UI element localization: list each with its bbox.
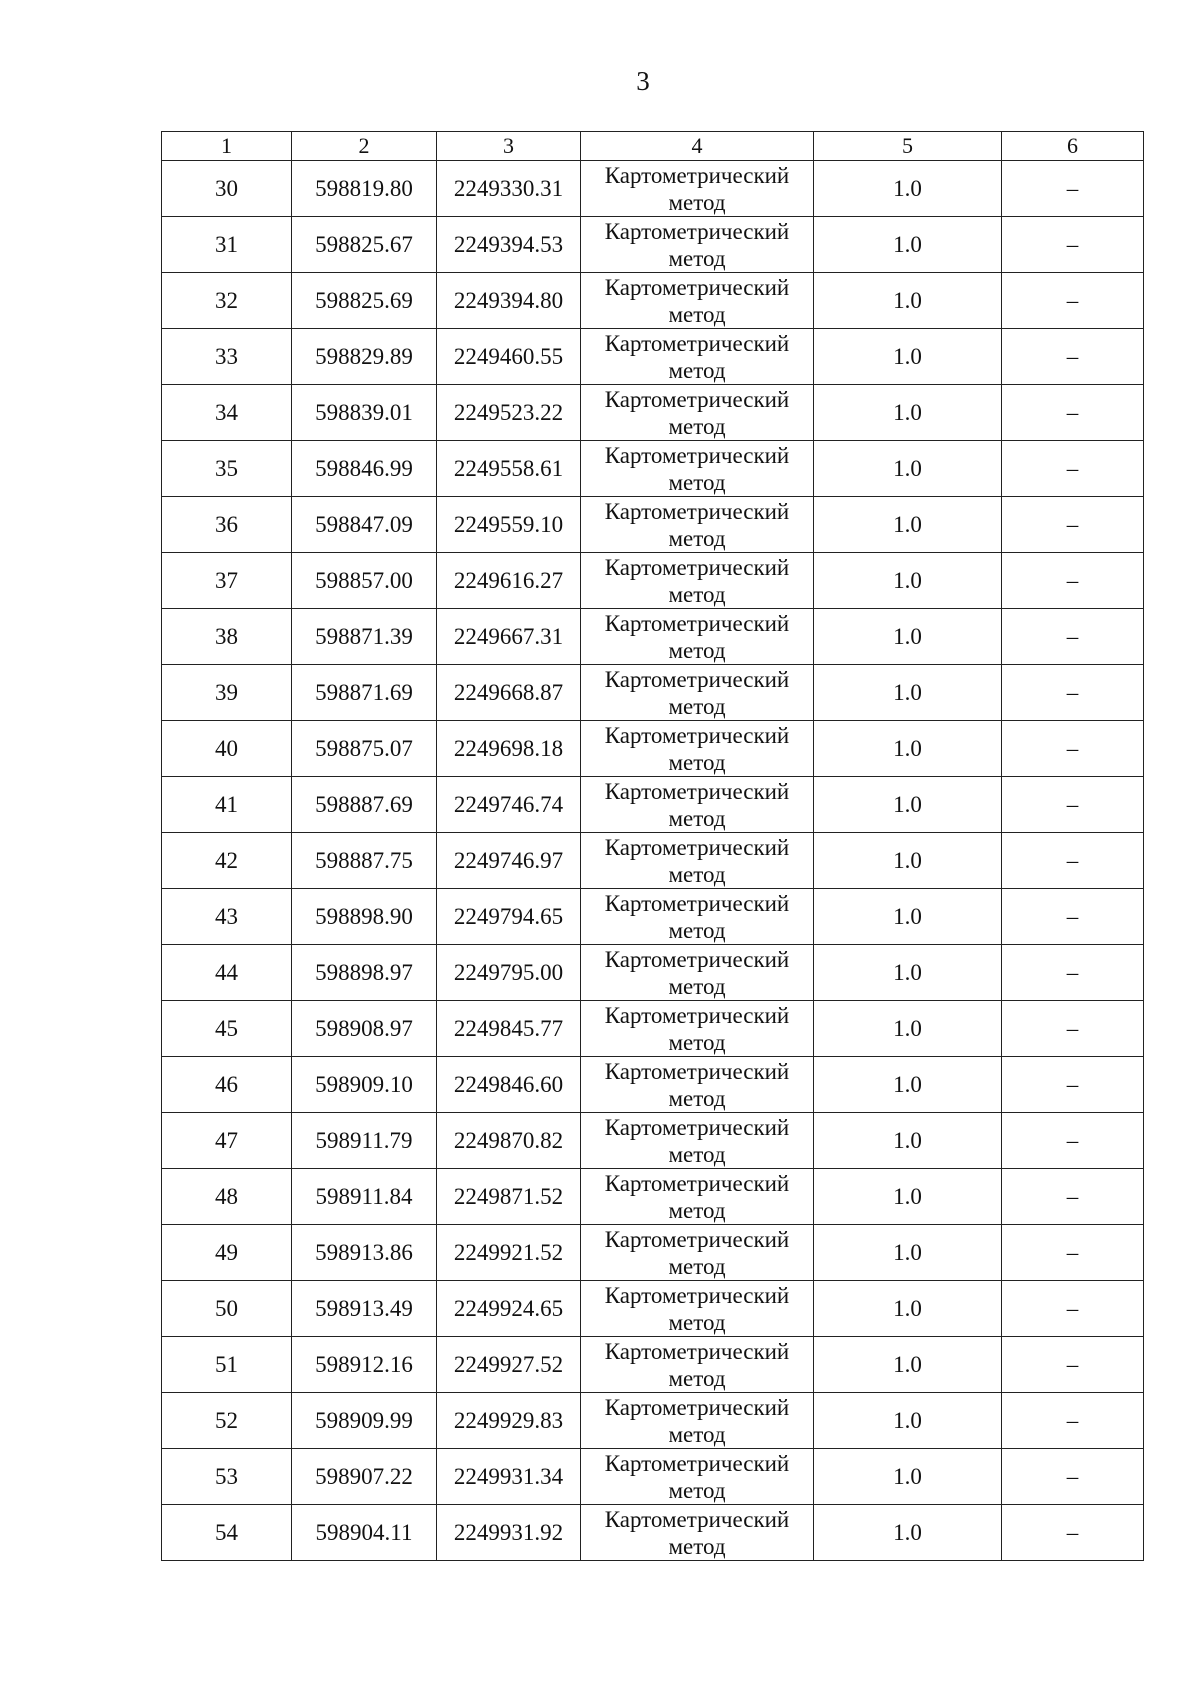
point-number-cell: 35: [162, 441, 292, 497]
method-cell: [581, 1225, 814, 1281]
note-cell: –: [1002, 609, 1144, 665]
method-cell: [581, 945, 814, 1001]
method-text-line-2: метод: [668, 861, 726, 887]
precision-cell: 1.0: [814, 1281, 1002, 1337]
note-cell: –: [1002, 833, 1144, 889]
table-row: [162, 441, 1144, 497]
note-cell: –: [1002, 329, 1144, 385]
note-cell: –: [1002, 1113, 1144, 1169]
y-coordinate-cell: 2249616.27: [437, 553, 581, 609]
method-text-line-2: метод: [668, 1029, 726, 1055]
point-number-cell: 32: [162, 273, 292, 329]
y-coordinate-cell: 2249558.61: [437, 441, 581, 497]
precision-cell: 1.0: [814, 1393, 1002, 1449]
point-number-cell: 54: [162, 1505, 292, 1561]
method-cell: [581, 329, 814, 385]
point-number-cell: 44: [162, 945, 292, 1001]
note-cell: –: [1002, 777, 1144, 833]
x-coordinate-cell: 598913.49: [292, 1281, 437, 1337]
y-coordinate-cell: 2249931.92: [437, 1505, 581, 1561]
method-text-line-2: метод: [668, 469, 726, 495]
method-text-line-2: метод: [668, 1253, 726, 1279]
y-coordinate-cell: 2249845.77: [437, 1001, 581, 1057]
method-text-line-2: метод: [668, 1421, 726, 1447]
note-cell: –: [1002, 945, 1144, 1001]
x-coordinate-cell: 598913.86: [292, 1225, 437, 1281]
precision-cell: 1.0: [814, 553, 1002, 609]
point-number-cell: 41: [162, 777, 292, 833]
point-number-cell: 40: [162, 721, 292, 777]
precision-cell: 1.0: [814, 497, 1002, 553]
point-number-cell: 39: [162, 665, 292, 721]
method-cell: [581, 1281, 814, 1337]
precision-cell: 1.0: [814, 889, 1002, 945]
method-text-line-1: Картометрический: [604, 386, 790, 412]
y-coordinate-cell: 2249394.53: [437, 217, 581, 273]
precision-cell: 1.0: [814, 1449, 1002, 1505]
x-coordinate-cell: 598908.97: [292, 1001, 437, 1057]
table-row: [162, 889, 1144, 945]
y-coordinate-cell: 2249667.31: [437, 609, 581, 665]
method-text-line-2: метод: [668, 581, 726, 607]
table-row: [162, 1281, 1144, 1337]
method-cell: [581, 833, 814, 889]
note-cell: –: [1002, 273, 1144, 329]
method-cell: [581, 1113, 814, 1169]
method-cell: [581, 553, 814, 609]
table-row: [162, 385, 1144, 441]
method-text-line-2: метод: [668, 1141, 726, 1167]
point-number-cell: 30: [162, 161, 292, 217]
y-coordinate-cell: 2249921.52: [437, 1225, 581, 1281]
note-cell: –: [1002, 665, 1144, 721]
method-text-line-1: Картометрический: [604, 218, 790, 244]
table-header-row: [162, 132, 1144, 161]
note-cell: –: [1002, 1449, 1144, 1505]
method-text-line-1: Картометрический: [604, 1338, 790, 1364]
method-cell: [581, 889, 814, 945]
table-row: [162, 553, 1144, 609]
point-number-cell: 45: [162, 1001, 292, 1057]
x-coordinate-cell: 598819.80: [292, 161, 437, 217]
method-cell: [581, 609, 814, 665]
note-cell: –: [1002, 1281, 1144, 1337]
method-text-line-2: метод: [668, 805, 726, 831]
precision-cell: 1.0: [814, 1505, 1002, 1561]
method-text-line-1: Картометрический: [604, 1506, 790, 1532]
table-row: [162, 833, 1144, 889]
x-coordinate-cell: 598875.07: [292, 721, 437, 777]
method-text-line-1: Картометрический: [604, 890, 790, 916]
precision-cell: 1.0: [814, 609, 1002, 665]
point-number-cell: 49: [162, 1225, 292, 1281]
note-cell: –: [1002, 553, 1144, 609]
method-text-line-2: метод: [668, 245, 726, 271]
note-cell: –: [1002, 161, 1144, 217]
y-coordinate-cell: 2249394.80: [437, 273, 581, 329]
y-coordinate-cell: 2249931.34: [437, 1449, 581, 1505]
column-header: 3: [437, 132, 581, 161]
method-text-line-1: Картометрический: [604, 1114, 790, 1140]
x-coordinate-cell: 598825.67: [292, 217, 437, 273]
method-text-line-1: Картометрический: [604, 1002, 790, 1028]
point-number-cell: 52: [162, 1393, 292, 1449]
y-coordinate-cell: 2249523.22: [437, 385, 581, 441]
precision-cell: 1.0: [814, 217, 1002, 273]
precision-cell: 1.0: [814, 721, 1002, 777]
method-cell: [581, 497, 814, 553]
method-text-line-2: метод: [668, 301, 726, 327]
method-text-line-1: Картометрический: [604, 1226, 790, 1252]
method-cell: [581, 665, 814, 721]
x-coordinate-cell: 598871.39: [292, 609, 437, 665]
precision-cell: 1.0: [814, 441, 1002, 497]
method-text-line-1: Картометрический: [604, 946, 790, 972]
note-cell: –: [1002, 1225, 1144, 1281]
table-row: [162, 665, 1144, 721]
method-text-line-1: Картометрический: [604, 1170, 790, 1196]
method-cell: [581, 1337, 814, 1393]
table-row: [162, 1505, 1144, 1561]
y-coordinate-cell: 2249460.55: [437, 329, 581, 385]
table-row: [162, 161, 1144, 217]
point-number-cell: 48: [162, 1169, 292, 1225]
table-row: [162, 609, 1144, 665]
method-cell: [581, 721, 814, 777]
table-row: [162, 273, 1144, 329]
table-row: [162, 1057, 1144, 1113]
method-cell: [581, 161, 814, 217]
point-number-cell: 38: [162, 609, 292, 665]
table-row: [162, 1337, 1144, 1393]
method-text-line-2: метод: [668, 189, 726, 215]
point-number-cell: 46: [162, 1057, 292, 1113]
y-coordinate-cell: 2249746.97: [437, 833, 581, 889]
note-cell: –: [1002, 889, 1144, 945]
method-cell: [581, 1505, 814, 1561]
method-text-line-1: Картометрический: [604, 722, 790, 748]
method-text-line-2: метод: [668, 1085, 726, 1111]
note-cell: –: [1002, 1337, 1144, 1393]
point-number-cell: 43: [162, 889, 292, 945]
y-coordinate-cell: 2249795.00: [437, 945, 581, 1001]
method-text-line-1: Картометрический: [604, 1282, 790, 1308]
note-cell: –: [1002, 217, 1144, 273]
table-row: [162, 945, 1144, 1001]
method-text-line-2: метод: [668, 1477, 726, 1503]
column-header: 6: [1002, 132, 1144, 161]
method-cell: [581, 217, 814, 273]
x-coordinate-cell: 598871.69: [292, 665, 437, 721]
point-number-cell: 31: [162, 217, 292, 273]
method-text-line-1: Картометрический: [604, 610, 790, 636]
x-coordinate-cell: 598911.79: [292, 1113, 437, 1169]
method-cell: [581, 385, 814, 441]
method-text-line-2: метод: [668, 1533, 726, 1559]
table-row: [162, 497, 1144, 553]
table-body: [162, 161, 1144, 1561]
method-text-line-1: Картометрический: [604, 778, 790, 804]
method-text-line-1: Картометрический: [604, 1058, 790, 1084]
method-cell: [581, 1001, 814, 1057]
y-coordinate-cell: 2249846.60: [437, 1057, 581, 1113]
x-coordinate-cell: 598847.09: [292, 497, 437, 553]
precision-cell: 1.0: [814, 665, 1002, 721]
table-row: [162, 1225, 1144, 1281]
point-number-cell: 33: [162, 329, 292, 385]
x-coordinate-cell: 598898.97: [292, 945, 437, 1001]
method-text-line-2: метод: [668, 917, 726, 943]
method-text-line-1: Картометрический: [604, 330, 790, 356]
note-cell: –: [1002, 441, 1144, 497]
precision-cell: 1.0: [814, 1337, 1002, 1393]
precision-cell: 1.0: [814, 161, 1002, 217]
x-coordinate-cell: 598909.10: [292, 1057, 437, 1113]
method-text-line-1: Картометрический: [604, 834, 790, 860]
y-coordinate-cell: 2249929.83: [437, 1393, 581, 1449]
method-text-line-1: Картометрический: [604, 1394, 790, 1420]
precision-cell: 1.0: [814, 1225, 1002, 1281]
method-cell: [581, 1169, 814, 1225]
method-text-line-2: метод: [668, 357, 726, 383]
column-header: 5: [814, 132, 1002, 161]
y-coordinate-cell: 2249924.65: [437, 1281, 581, 1337]
table-row: [162, 1449, 1144, 1505]
y-coordinate-cell: 2249870.82: [437, 1113, 581, 1169]
point-number-cell: 53: [162, 1449, 292, 1505]
y-coordinate-cell: 2249871.52: [437, 1169, 581, 1225]
y-coordinate-cell: 2249746.74: [437, 777, 581, 833]
precision-cell: 1.0: [814, 1057, 1002, 1113]
method-cell: [581, 1393, 814, 1449]
column-header: 4: [581, 132, 814, 161]
x-coordinate-cell: 598825.69: [292, 273, 437, 329]
method-text-line-2: метод: [668, 1365, 726, 1391]
point-number-cell: 37: [162, 553, 292, 609]
point-number-cell: 51: [162, 1337, 292, 1393]
point-number-cell: 34: [162, 385, 292, 441]
method-text-line-1: Картометрический: [604, 498, 790, 524]
method-text-line-2: метод: [668, 1197, 726, 1223]
coordinates-table: [161, 131, 1144, 1561]
precision-cell: 1.0: [814, 1113, 1002, 1169]
x-coordinate-cell: 598857.00: [292, 553, 437, 609]
note-cell: –: [1002, 497, 1144, 553]
method-text-line-1: Картометрический: [604, 442, 790, 468]
y-coordinate-cell: 2249559.10: [437, 497, 581, 553]
method-cell: [581, 1449, 814, 1505]
note-cell: –: [1002, 1001, 1144, 1057]
y-coordinate-cell: 2249668.87: [437, 665, 581, 721]
precision-cell: 1.0: [814, 1001, 1002, 1057]
precision-cell: 1.0: [814, 329, 1002, 385]
table-row: [162, 1169, 1144, 1225]
x-coordinate-cell: 598898.90: [292, 889, 437, 945]
point-number-cell: 42: [162, 833, 292, 889]
precision-cell: 1.0: [814, 385, 1002, 441]
table-row: [162, 1393, 1144, 1449]
point-number-cell: 50: [162, 1281, 292, 1337]
precision-cell: 1.0: [814, 833, 1002, 889]
table-row: [162, 329, 1144, 385]
x-coordinate-cell: 598839.01: [292, 385, 437, 441]
point-number-cell: 36: [162, 497, 292, 553]
method-text-line-2: метод: [668, 749, 726, 775]
column-header: 1: [162, 132, 292, 161]
table-row: [162, 1113, 1144, 1169]
page-number: 3: [636, 66, 650, 96]
x-coordinate-cell: 598912.16: [292, 1337, 437, 1393]
precision-cell: 1.0: [814, 777, 1002, 833]
method-text-line-1: Картометрический: [604, 1450, 790, 1476]
method-text-line-2: метод: [668, 693, 726, 719]
x-coordinate-cell: 598909.99: [292, 1393, 437, 1449]
x-coordinate-cell: 598907.22: [292, 1449, 437, 1505]
y-coordinate-cell: 2249927.52: [437, 1337, 581, 1393]
point-number-cell: 47: [162, 1113, 292, 1169]
method-cell: [581, 1057, 814, 1113]
precision-cell: 1.0: [814, 945, 1002, 1001]
table-row: [162, 721, 1144, 777]
method-cell: [581, 273, 814, 329]
note-cell: –: [1002, 1057, 1144, 1113]
x-coordinate-cell: 598904.11: [292, 1505, 437, 1561]
x-coordinate-cell: 598887.75: [292, 833, 437, 889]
note-cell: –: [1002, 1393, 1144, 1449]
y-coordinate-cell: 2249698.18: [437, 721, 581, 777]
y-coordinate-cell: 2249794.65: [437, 889, 581, 945]
method-text-line-2: метод: [668, 413, 726, 439]
precision-cell: 1.0: [814, 273, 1002, 329]
method-text-line-2: метод: [668, 525, 726, 551]
method-text-line-2: метод: [668, 637, 726, 663]
table-row: [162, 217, 1144, 273]
method-cell: [581, 777, 814, 833]
method-cell: [581, 441, 814, 497]
note-cell: –: [1002, 1505, 1144, 1561]
method-text-line-1: Картометрический: [604, 274, 790, 300]
method-text-line-1: Картометрический: [604, 666, 790, 692]
x-coordinate-cell: 598887.69: [292, 777, 437, 833]
method-text-line-2: метод: [668, 1309, 726, 1335]
note-cell: –: [1002, 721, 1144, 777]
table-row: [162, 777, 1144, 833]
x-coordinate-cell: 598846.99: [292, 441, 437, 497]
method-text-line-2: метод: [668, 973, 726, 999]
note-cell: –: [1002, 1169, 1144, 1225]
column-header: 2: [292, 132, 437, 161]
table-row: [162, 1001, 1144, 1057]
precision-cell: 1.0: [814, 1169, 1002, 1225]
x-coordinate-cell: 598829.89: [292, 329, 437, 385]
method-text-line-1: Картометрический: [604, 162, 790, 188]
y-coordinate-cell: 2249330.31: [437, 161, 581, 217]
method-text-line-1: Картометрический: [604, 554, 790, 580]
note-cell: –: [1002, 385, 1144, 441]
x-coordinate-cell: 598911.84: [292, 1169, 437, 1225]
